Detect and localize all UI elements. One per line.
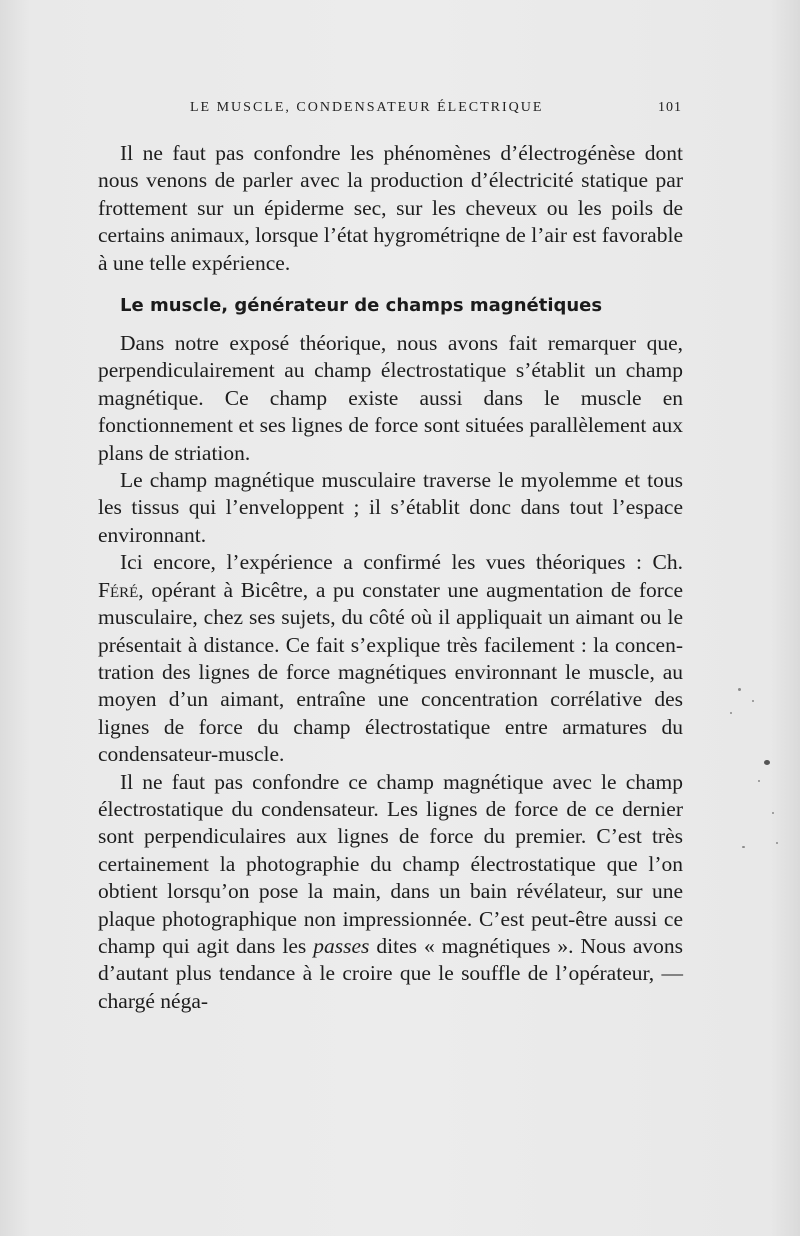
paper-speck bbox=[738, 688, 741, 691]
paragraph-2: Dans notre exposé théorique, nous avons fait remarquer que, perpendiculairement au champ électrostatique s’établit un champ magnétique. Ce champ existe aussi dans le muscle en fonctionnement et ses lignes de force sont situées parallèlement aux plans de striation. bbox=[98, 331, 683, 465]
paper-speck bbox=[752, 700, 754, 702]
paragraph-1: Il ne faut pas confondre les phénomènes d’électrogénèse dont nous venons de parler avec la production d’électricité statique par frottement sur un épiderme sec, sur les cheveux ou les poils de certains animaux, lorsque l’état hygrométriqne de l’air est favorable à une telle expérience. bbox=[98, 141, 683, 275]
paragraph-5 bbox=[98, 769, 683, 1016]
paper-speck bbox=[764, 760, 770, 765]
paper-speck bbox=[742, 846, 745, 848]
paragraph-4 bbox=[98, 549, 683, 768]
paragraph-4-start: Ici encore, l’expérience a confirmé les vues théoriques : Ch. bbox=[120, 550, 683, 575]
paper-speck bbox=[758, 780, 760, 782]
running-head bbox=[190, 100, 690, 124]
section-heading: Le muscle, générateur de champs magnétiques bbox=[120, 295, 603, 317]
paragraph-4-end: , opérant à Bicêtre, a pu constater une augmentation de force musculaire, chez ses sujets, du côté où il appliquait un aimant ou le présentait à distance. Ce fait s’explique très facilement : la concentration des lignes de force magnétiques environnant le muscle, au moyen d’un aimant, entraîne une concentration corrélative des lignes de force du champ électrostatique entre armatures du condensateur-muscle. bbox=[98, 577, 683, 767]
paper-speck bbox=[772, 812, 774, 814]
running-head-title: LE MUSCLE, CONDENSATEUR ÉLECTRIQUE bbox=[190, 100, 544, 115]
body-text bbox=[98, 140, 683, 1015]
paragraph-3: Le champ magnétique musculaire traverse le myolemme et tous les tissus qui l’enveloppent ; il s’établit donc dans tout l’espace environnant. bbox=[98, 468, 683, 547]
paragraph-5-start: Il ne faut pas confondre ce champ magnétique avec le champ électrostatique du condensateur. Les lignes de force de ce dernier sont perpendiculaires aux lignes de force du premier. C’est très certainement la photographie du champ électrostatique que l’on obtient lorsqu’on pose la main, dans un bain révélateur, sur une plaque photographique non impressionnée. C’est peut-être aussi ce champ qui agit dans les bbox=[98, 769, 683, 958]
author-name: Féré bbox=[98, 577, 139, 602]
paper-speck bbox=[776, 842, 778, 844]
page-number: 101 bbox=[658, 100, 682, 115]
paper-speck bbox=[730, 712, 732, 714]
paragraph-5-end: dites « magnétiques ». Nous avons d’autant plus tendance à le croire que le souffle de l’opérateur, — chargé néga- bbox=[98, 933, 683, 1013]
italic-term: passes bbox=[313, 933, 370, 958]
